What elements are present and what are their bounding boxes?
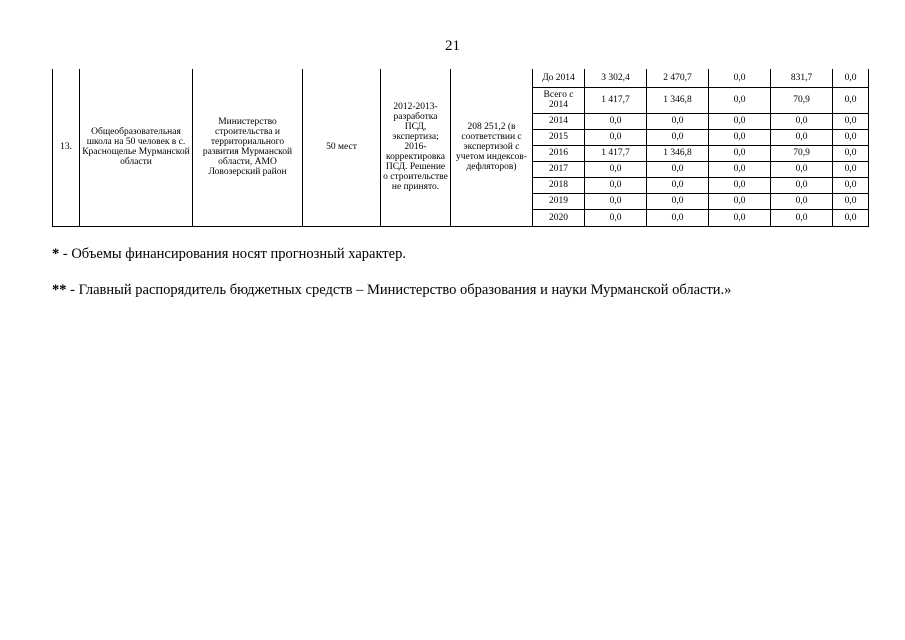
- value-cell: 0,0: [585, 193, 647, 209]
- value-cell: 0,0: [771, 209, 833, 226]
- value-cell: 0,0: [585, 209, 647, 226]
- value-cell: 0,0: [585, 129, 647, 145]
- object-name-cell: Общеобразовательная школа на 50 человек в с. Краснощелье Мурманской области: [80, 69, 193, 226]
- value-cell: 0,0: [709, 129, 771, 145]
- value-cell: 0,0: [771, 129, 833, 145]
- footnote-mark: *: [52, 246, 60, 262]
- period-cell: 2019: [533, 193, 585, 209]
- footnote-budget-manager: [52, 282, 731, 299]
- value-cell: 0,0: [833, 69, 869, 87]
- project-number-cell: 13.: [53, 69, 80, 226]
- value-cell: 0,0: [709, 113, 771, 129]
- value-cell: 0,0: [771, 113, 833, 129]
- period-cell: Всего с 2014: [533, 87, 585, 113]
- period-cell: До 2014: [533, 69, 585, 87]
- value-cell: 0,0: [833, 209, 869, 226]
- value-cell: 0,0: [709, 145, 771, 161]
- period-cell: 2016: [533, 145, 585, 161]
- value-cell: 0,0: [833, 129, 869, 145]
- cost-cell: 208 251,2 (в соответствии с экспертизой с учетом индексов-дефляторов): [451, 69, 533, 226]
- customer-cell: Министерство строительства и территориального развития Мурманской области, АМО Ловозерский район: [193, 69, 303, 226]
- footnote-text: - Главный распорядитель бюджетных средств – Министерство образования и науки Мурманской области.»: [66, 282, 732, 298]
- page-number: 21: [445, 38, 460, 54]
- value-cell: 1 346,8: [647, 87, 709, 113]
- value-cell: 0,0: [709, 161, 771, 177]
- value-cell: 0,0: [585, 113, 647, 129]
- value-cell: 0,0: [771, 177, 833, 193]
- value-cell: 0,0: [647, 129, 709, 145]
- footnote-text: - Объемы финансирования носят прогнозный характер.: [59, 246, 406, 262]
- value-cell: 3 302,4: [585, 69, 647, 87]
- footnote-forecast: [52, 246, 406, 263]
- value-cell: 0,0: [647, 113, 709, 129]
- value-cell: 0,0: [647, 209, 709, 226]
- value-cell: 0,0: [709, 193, 771, 209]
- value-cell: 70,9: [771, 145, 833, 161]
- value-cell: 0,0: [771, 161, 833, 177]
- financing-table-body: [53, 69, 869, 226]
- value-cell: 1 346,8: [647, 145, 709, 161]
- stages-cell: 2012-2013- разработка ПСД, экспертиза; 2016- корректировка ПСД. Решение о строительстве не принято.: [381, 69, 451, 226]
- value-cell: 0,0: [709, 177, 771, 193]
- value-cell: 0,0: [647, 161, 709, 177]
- value-cell: 0,0: [647, 177, 709, 193]
- footnote-mark: **: [52, 282, 67, 298]
- value-cell: 0,0: [833, 113, 869, 129]
- value-cell: 0,0: [585, 161, 647, 177]
- value-cell: 0,0: [771, 193, 833, 209]
- period-cell: 2017: [533, 161, 585, 177]
- period-cell: 2015: [533, 129, 585, 145]
- value-cell: 0,0: [833, 161, 869, 177]
- value-cell: 0,0: [585, 177, 647, 193]
- financing-table: [52, 69, 869, 227]
- value-cell: 1 417,7: [585, 145, 647, 161]
- value-cell: 2 470,7: [647, 69, 709, 87]
- value-cell: 0,0: [833, 193, 869, 209]
- period-cell: 2014: [533, 113, 585, 129]
- value-cell: 0,0: [833, 177, 869, 193]
- period-cell: 2018: [533, 177, 585, 193]
- value-cell: 0,0: [833, 87, 869, 113]
- capacity-cell: 50 мест: [303, 69, 381, 226]
- value-cell: 1 417,7: [585, 87, 647, 113]
- value-cell: 0,0: [833, 145, 869, 161]
- value-cell: 0,0: [709, 69, 771, 87]
- table-row: [53, 69, 869, 87]
- period-cell: 2020: [533, 209, 585, 226]
- value-cell: 0,0: [647, 193, 709, 209]
- value-cell: 70,9: [771, 87, 833, 113]
- value-cell: 0,0: [709, 87, 771, 113]
- value-cell: 831,7: [771, 69, 833, 87]
- value-cell: 0,0: [709, 209, 771, 226]
